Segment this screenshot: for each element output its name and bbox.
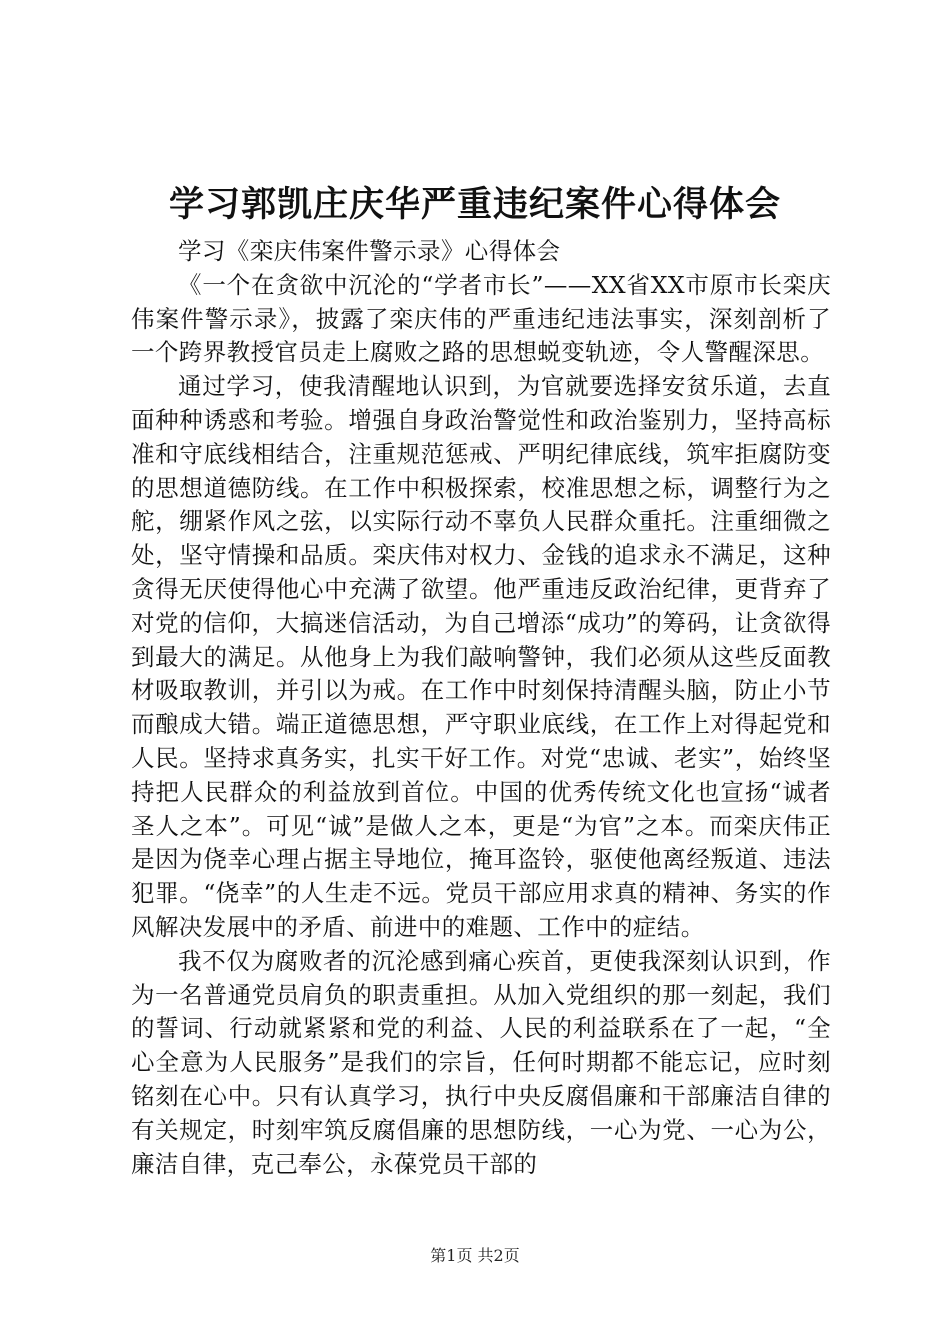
paragraph-intro: 《一个在贪欲中沉沦的“学者市长”——XX省XX市原市长栾庆伟案件警示录》，披露了栾庆伟的严重违纪违法事实，深刻剖析了一个跨界教授官员走上腐败之路的思想蜕变轨迹，令人警醒深思。 xyxy=(131,270,831,367)
page-number-footer: 第1页 共2页 xyxy=(430,1246,520,1265)
document-body xyxy=(131,235,831,1181)
paragraph-subtitle: 学习《栾庆伟案件警示录》心得体会 xyxy=(178,237,561,265)
paragraph-responsibility: 我不仅为腐败者的沉沦感到痛心疾首，更使我深刻认识到，作为一名普通党员肩负的职责重担。从加入党组织的那一刻起，我们的誓词、行动就紧紧和党的利益、人民的利益联系在了一起，“全心全意为人民服务”是我们的宗旨，任何时期都不能忘记，应时刻铭刻在心中。只有认真学习，执行中央反腐倡廉和干部廉洁自律的有关规定，时刻牢筑反腐倡廉的思想防线，一心为党、一心为公，廉洁自律，克己奉公，永葆党员干部的 xyxy=(131,946,831,1178)
paragraph-lessons: 通过学习，使我清醒地认识到，为官就要选择安贫乐道，去直面种种诱惑和考验。增强自身政治警觉性和政治鉴别力，坚持高标准和守底线相结合，注重规范惩戒、严明纪律底线，筑牢拒腐防变的思想道德防线。在工作中积极探索，校准思想之标，调整行为之舵，绷紧作风之弦，以实际行动不辜负人民群众重托。注重细微之处，坚守情操和品质。栾庆伟对权力、金钱的追求永不满足，这种贪得无厌使得他心中充满了欲望。他严重违反政治纪律，更背弃了对党的信仰，大搞迷信活动，为自己增添“成功”的筹码，让贪欲得到最大的满足。从他身上为我们敲响警钟，我们必须从这些反面教材吸取教训，并引以为戒。在工作中时刻保持清醒头脑，防止小节而酿成大错。端正道德思想，严守职业底线，在工作上对得起党和人民。坚持求真务实，扎实干好工作。对党“忠诚、老实”，始终坚持把人民群众的利益放到首位。中国的优秀传统文化也宣扬“诚者圣人之本”。可见“诚”是做人之本，更是“为官”之本。而栾庆伟正是因为侥幸心理占据主导地位，掩耳盗铃，驱使他离经叛道、违法犯罪。“侥幸”的人生走不远。党员干部应用求真的精神、务实的作风解决发展中的矛盾、前进中的难题、工作中的症结。 xyxy=(131,372,831,941)
document-title: 学习郭凯庄庆华严重违纪案件心得体会 xyxy=(168,184,781,225)
